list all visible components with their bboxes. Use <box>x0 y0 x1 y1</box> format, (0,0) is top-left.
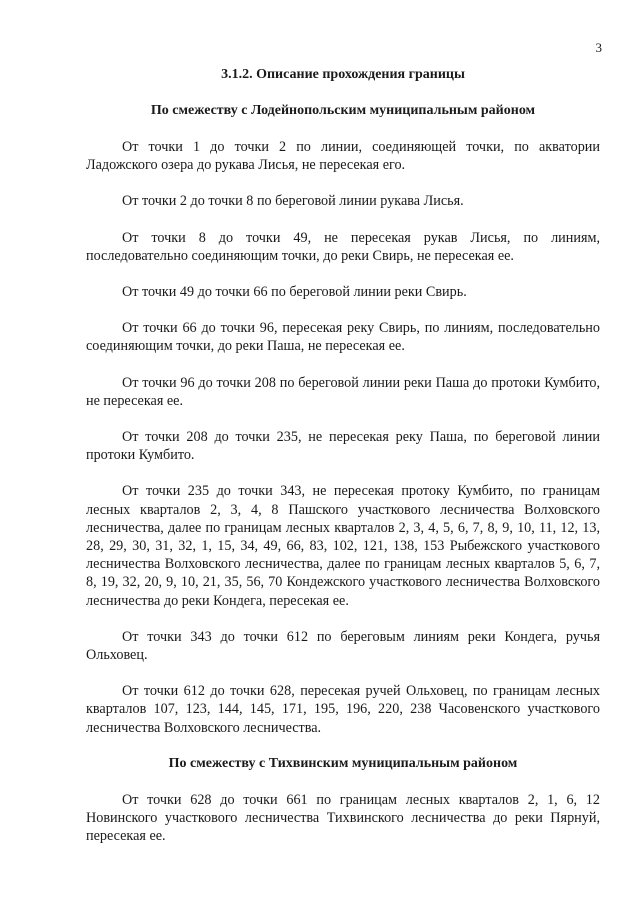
document-body <box>86 66 600 863</box>
section-heading: По смежеству с Тихвинским муниципальным районом <box>168 755 518 771</box>
paragraph: От точки 2 до точки 8 по береговой линии рукава Лисья. <box>122 193 464 210</box>
paragraph: От точки 612 до точки 628, пересекая ручей Ольховец, по границам лесных кварталов 107, 123, 144, 145, 171, 195, 196, 220, 238 Часовенского участкового лесничества Волховского лесничества. <box>86 683 600 736</box>
paragraph: От точки 208 до точки 235, не пересекая реку Паша, по береговой линии протоки Кумбито. <box>86 429 600 464</box>
paragraph: От точки 8 до точки 49, не пересекая рукав Лисья, по линиям, последовательно соединяющим точки, до реки Свирь, не пересекая ее. <box>86 229 600 264</box>
paragraph: От точки 343 до точки 612 по береговым линиям реки Кондега, ручья Ольховец. <box>86 628 600 664</box>
section-title: 3.1.2. Описание прохождения границы <box>221 67 465 82</box>
paragraph: От точки 66 до точки 96, пересекая реку Свирь, по линиям, последовательно соединяющим точки, до реки Паша, не пересекая ее. <box>86 320 600 355</box>
paragraph: От точки 235 до точки 343, не пересекая протоку Кумбито, по границам лесных кварталов 2, 3, 4, 8 Пашского участкового лесничества Волховского лесничества, далее по границам лесных кварталов 2, 3, 4, 5, 6, 7, 8, 9, 10, 11, 12, 13, 28, 29, 30, 31, 32, 1, 15, 34, 49, 66, 83, 102, 121, 138, 153 Рыбежского участкового лесничества Волховского лесничества, далее по границам лесных кварталов 5, 6, 7, 8, 19, 32, 20, 9, 10, 21, 35, 56, 70 Кондежского участкового лесничества Волховского лесничества до реки Кондега, пересекая ее. <box>86 483 600 609</box>
page-number: 3 <box>595 40 602 55</box>
section-lodeynopolsky <box>86 102 600 737</box>
section-heading: По смежеству с Лодейнопольским муниципальным районом <box>150 103 536 118</box>
paragraph: От точки 1 до точки 2 по линии, соединяющей точки, по акватории Ладожского озера до рукава Лисья, не пересекая его. <box>86 139 600 174</box>
paragraph: От точки 628 до точки 661 по границам лесных кварталов 2, 1, 6, 12 Новинского участкового лесничества Тихвинского лесничества до реки Пярнуй, пересекая ее. <box>86 791 600 845</box>
paragraph: От точки 49 до точки 66 по береговой линии реки Свирь. <box>122 284 467 301</box>
paragraph: От точки 96 до точки 208 по береговой линии реки Паша до протоки Кумбито, не пересекая ее. <box>86 374 600 409</box>
section-tikhvinsky <box>86 755 600 846</box>
